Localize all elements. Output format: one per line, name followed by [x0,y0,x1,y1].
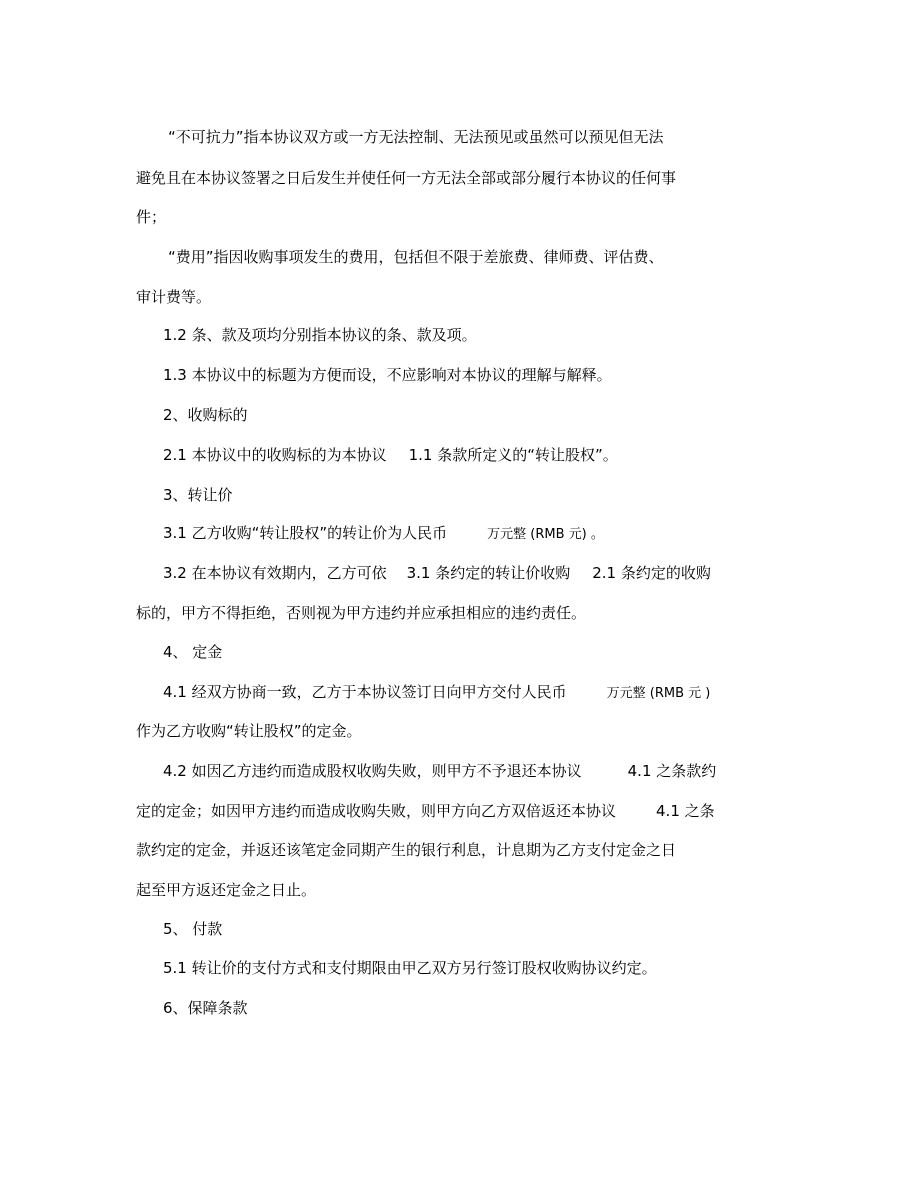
clause-5-1: 5.1 转让价的支付方式和支付期限由甲乙双方另行签订股权收购协议约定。 [163,959,657,977]
clause-4-2-line-2 [136,801,715,821]
clause-3-2-part-c: 2.1 条约定的收购 [592,564,711,582]
clause-4-2-part-d: 4.1 之条 [656,802,715,820]
clause-4-1-line-2: 作为乙方收购“转让股权”的定金。 [136,722,362,740]
heading-6: 6、保障条款 [163,999,248,1017]
clause-3-1-part-a: 3.1 乙方收购“转让股权”的转让价为人民币 [163,524,448,542]
clause-2-1-part-b: 1.1 条款所定义的“转让股权”。 [408,446,618,464]
heading-4: 4、 定金 [163,643,223,661]
expenses-line-1: “费用”指因收购事项发生的费用，包括但不限于差旅费、律师费、评估费、 [168,248,664,266]
clause-2-1 [163,445,618,465]
clause-3-2-part-b: 3.1 条约定的转让价收购 [406,564,571,582]
force-majeure-line-1: “不可抗力”指本协议双方或一方无法控制、无法预见或虽然可以预见但无法 [168,128,664,146]
clause-4-2-line-3: 款约定的定金，并返还该笔定金同期产生的银行利息，计息期为乙方支付定金之日 [136,841,677,859]
force-majeure-line-3: 件； [136,208,167,226]
clause-3-1-part-b: 万元整 (RMB 元) 。 [487,527,604,542]
clause-4-1-line-1 [163,682,710,704]
clause-4-2-line-4: 起至甲方返还定金之日止。 [136,881,317,899]
clause-3-2-part-a: 3.2 在本协议有效期内，乙方可依 [163,564,387,582]
clause-3-2-line-2: 标的，甲方不得拒绝，否则视为甲方违约并应承担相应的违约责任。 [136,604,587,622]
clause-4-2-part-c: 定的定金；如因甲方违约而造成收购失败，则甲方向乙方双倍返还本协议 [136,802,617,820]
clause-3-1 [163,523,604,545]
clause-2-1-part-a: 2.1 本协议中的收购标的为本协议 [163,446,387,464]
clause-1-2: 1.2 条、款及项均分别指本协议的条、款及项。 [163,326,477,344]
heading-5: 5、 付款 [163,920,223,938]
heading-2: 2、收购标的 [163,406,248,424]
clause-4-2-line-1 [163,761,716,781]
clause-4-2-part-a: 4.2 如因乙方违约而造成股权收购失败，则甲方不予退还本协议 [163,762,582,780]
clause-1-3: 1.3 本协议中的标题为方便而设，不应影响对本协议的理解与解释。 [163,366,612,384]
clause-4-1-part-a: 4.1 经双方协商一致，乙方于本协议签订日向甲方交付人民币 [163,683,567,701]
clause-4-2-part-b: 4.1 之条款约 [627,762,717,780]
clause-3-2-line-1 [163,563,711,583]
heading-3: 3、转让价 [163,486,233,504]
expenses-line-2: 审计费等。 [136,288,212,306]
force-majeure-line-2: 避免且在本协议签署之日后发生并使任何一方无法全部或部分履行本协议的任何事 [136,169,677,187]
clause-4-1-part-b: 万元整 (RMB 元 ) [606,686,711,701]
